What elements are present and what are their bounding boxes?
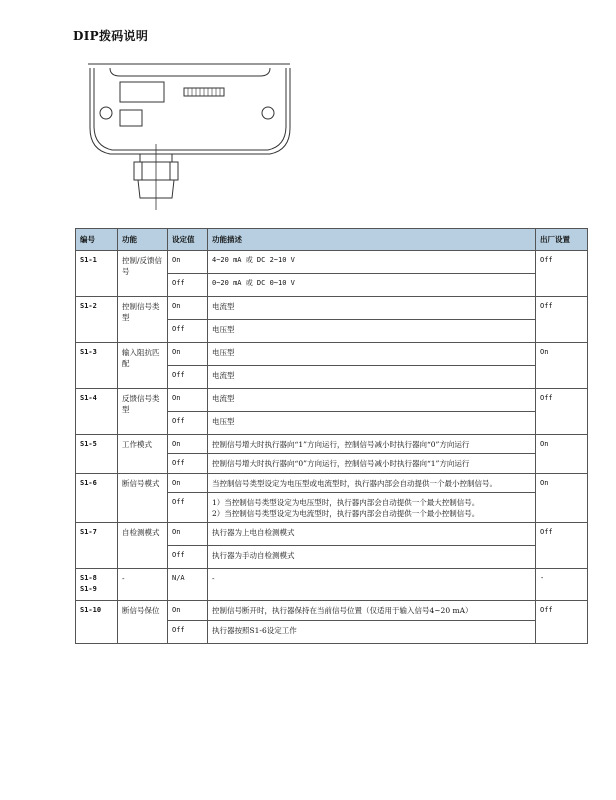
table-row <box>76 523 588 546</box>
switch-id: S1-2 <box>76 297 118 343</box>
factory-default: Off <box>536 523 588 569</box>
switch-function: 输入阻抗匹配 <box>118 343 168 389</box>
setting-description: 电流型 <box>208 366 536 389</box>
table-row <box>76 601 588 620</box>
switch-function: 控制/反馈信号 <box>118 251 168 297</box>
setting-description: 控制信号增大时执行器向“1”方向运行，控制信号减小时执行器向“0”方向运行 <box>208 435 536 454</box>
dip-switch-table <box>75 228 588 644</box>
setting-value: On <box>168 601 208 620</box>
setting-value: Off <box>168 620 208 643</box>
switch-id: S1-5 <box>76 435 118 474</box>
setting-description: 1）当控制信号类型设定为电压型时，执行器内部会自动提供一个最大控制信号。 2）当控制信号类型设定为电流型时，执行器内部会自动提供一个最小控制信号。 <box>208 492 536 523</box>
setting-value: Off <box>168 274 208 297</box>
device-illustration <box>80 58 300 218</box>
setting-value: Off <box>168 546 208 569</box>
switch-id: S1-10 <box>76 601 118 643</box>
header-description: 功能描述 <box>208 229 536 251</box>
table-row <box>76 473 588 492</box>
setting-value: Off <box>168 454 208 473</box>
setting-description: 执行器按照S1-6设定工作 <box>208 620 536 643</box>
setting-description: 电压型 <box>208 412 536 435</box>
table-header-row <box>76 229 588 251</box>
switch-id: S1-3 <box>76 343 118 389</box>
switch-function: 工作模式 <box>118 435 168 474</box>
setting-description: 电压型 <box>208 343 536 366</box>
page-title: DIP拨码说明 <box>73 29 149 43</box>
setting-description: - <box>208 569 536 601</box>
switch-function: 断信号保位 <box>118 601 168 643</box>
setting-description: 4~20 mA 或 DC 2~10 V <box>208 251 536 274</box>
switch-function: 反馈信号类型 <box>118 389 168 435</box>
setting-description: 0~20 mA 或 DC 0~10 V <box>208 274 536 297</box>
setting-value: On <box>168 389 208 412</box>
switch-function: - <box>118 569 168 601</box>
table-row <box>76 343 588 366</box>
switch-id: S1-6 <box>76 473 118 523</box>
setting-value: On <box>168 297 208 320</box>
factory-default: On <box>536 343 588 389</box>
switch-function: 控制信号类型 <box>118 297 168 343</box>
setting-description: 控制信号增大时执行器向“0”方向运行，控制信号减小时执行器向“1”方向运行 <box>208 454 536 473</box>
switch-function: 自检测模式 <box>118 523 168 569</box>
header-setting: 设定值 <box>168 229 208 251</box>
factory-default: On <box>536 473 588 523</box>
setting-description: 执行器为手动自检测模式 <box>208 546 536 569</box>
setting-value: On <box>168 473 208 492</box>
header-function: 功能 <box>118 229 168 251</box>
setting-value: On <box>168 435 208 454</box>
table-row <box>76 297 588 320</box>
table-row <box>76 251 588 274</box>
setting-value: Off <box>168 492 208 523</box>
table-row <box>76 569 588 601</box>
switch-id: S1-4 <box>76 389 118 435</box>
setting-value: On <box>168 251 208 274</box>
setting-value: Off <box>168 320 208 343</box>
factory-default: - <box>536 569 588 601</box>
factory-default: Off <box>536 601 588 643</box>
factory-default: Off <box>536 251 588 297</box>
setting-value: On <box>168 523 208 546</box>
factory-default: Off <box>536 297 588 343</box>
setting-description: 电流型 <box>208 297 536 320</box>
header-id: 编号 <box>76 229 118 251</box>
switch-id: S1-7 <box>76 523 118 569</box>
factory-default: Off <box>536 389 588 435</box>
table-row <box>76 435 588 454</box>
table-row <box>76 389 588 412</box>
setting-description: 电压型 <box>208 320 536 343</box>
setting-value: On <box>168 343 208 366</box>
setting-value: Off <box>168 412 208 435</box>
setting-description: 电流型 <box>208 389 536 412</box>
setting-description: 当控制信号类型设定为电压型或电流型时，执行器内部会自动提供一个最小控制信号。 <box>208 473 536 492</box>
setting-value: N/A <box>168 569 208 601</box>
setting-description: 执行器为上电自检测模式 <box>208 523 536 546</box>
switch-id: S1-8 S1-9 <box>76 569 118 601</box>
setting-value: Off <box>168 366 208 389</box>
header-default: 出厂设置 <box>536 229 588 251</box>
setting-description: 控制信号断开时，执行器保持在当前信号位置（仅适用于输入信号4~20 mA） <box>208 601 536 620</box>
switch-id: S1-1 <box>76 251 118 297</box>
factory-default: On <box>536 435 588 474</box>
switch-function: 断信号模式 <box>118 473 168 523</box>
